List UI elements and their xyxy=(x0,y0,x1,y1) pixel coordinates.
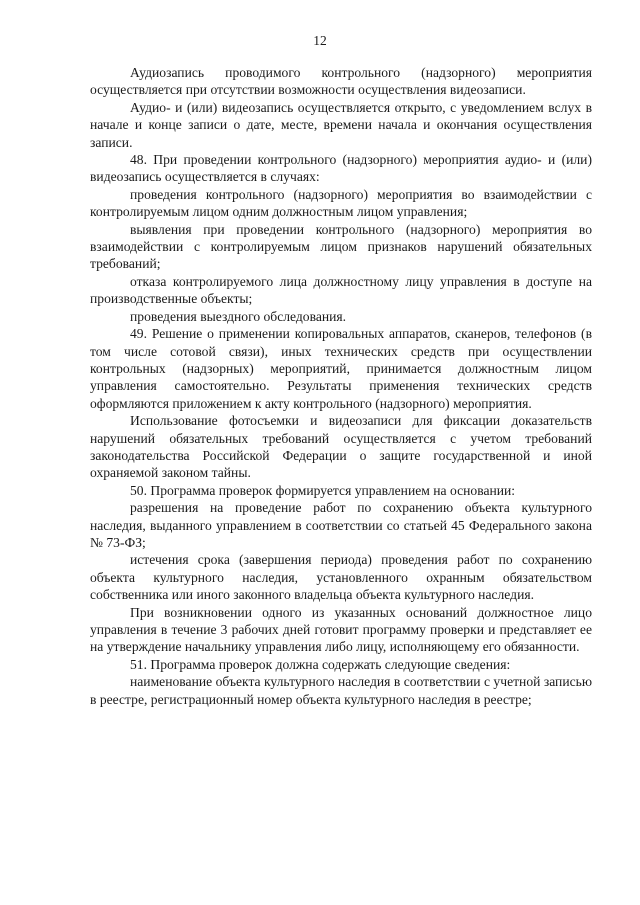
paragraph: Аудио- и (или) видеозапись осуществляется открыто, с уведомлением вслух в начале и конце записи о дате, месте, времени начала и окончания осуществления записи. xyxy=(90,99,592,150)
paragraph: 51. Программа проверок должна содержать следующие сведения: xyxy=(130,656,511,672)
paragraph: разрешения на проведение работ по сохранению объекта культурного наследия, выданного управлением в соответствии со статьей 45 Федерального закона № 73-ФЗ; xyxy=(90,500,592,550)
paragraph: При возникновении одного из указанных оснований должностное лицо управления в течение 3 рабочих дней готовит программу проверки и представляет ее на утверждение начальнику управления либо лицу, исполняющему его обязанности. xyxy=(90,604,592,655)
paragraph: отказа контролируемого лица должностному лицу управления в доступе на производственные объекты; xyxy=(90,273,592,307)
paragraph: истечения срока (завершения периода) проведения работ по сохранению объекта культурного наследия, установленного охранным обязательством собственника или иного законного владельца объекта культурного наследия. xyxy=(90,552,592,603)
paragraph: наименование объекта культурного наследия в соответствии с учетной записью в реестре, регистрационный номер объекта культурного наследия в реестре; xyxy=(90,674,592,707)
paragraph: выявления при проведении контрольного (надзорного) мероприятия во взаимодействии с контролируемым лицом признаков нарушений обязательных требований; xyxy=(90,221,592,272)
paragraph: проведения выездного обследования. xyxy=(130,308,347,324)
paragraph: проведения контрольного (надзорного) мероприятия во взаимодействии с контролируемым лицом одним должностным лицом управления; xyxy=(90,186,592,220)
paragraph: 49. Решение о применении копировальных аппаратов, сканеров, телефонов (в том числе сотовой связи), иных технических средств при осуществлении контрольных (надзорных) мероприятий, принимается должностным лицом управления самостоятельно. Результаты применения технических средств оформляются приложением к акту контрольного (надзорного) мероприятия. xyxy=(90,326,592,411)
document-body xyxy=(90,64,592,708)
paragraph: Использование фотосъемки и видеозаписи для фиксации доказательств нарушений обязательных требований осуществляется с учетом требований законодательства Российской Федерации о защите государственной и иной охраняемой законом тайны. xyxy=(90,413,592,481)
paragraph: 48. При проведении контрольного (надзорного) мероприятия аудио- и (или) видеозапись осуществляется в случаях: xyxy=(90,152,592,185)
paragraph: 50. Программа проверок формируется управлением на основании: xyxy=(130,482,516,498)
page-number: 12 xyxy=(313,33,327,48)
paragraph: Аудиозапись проводимого контрольного (надзорного) мероприятия осуществляется при отсутствии возможности осуществления видеозаписи. xyxy=(90,65,592,98)
